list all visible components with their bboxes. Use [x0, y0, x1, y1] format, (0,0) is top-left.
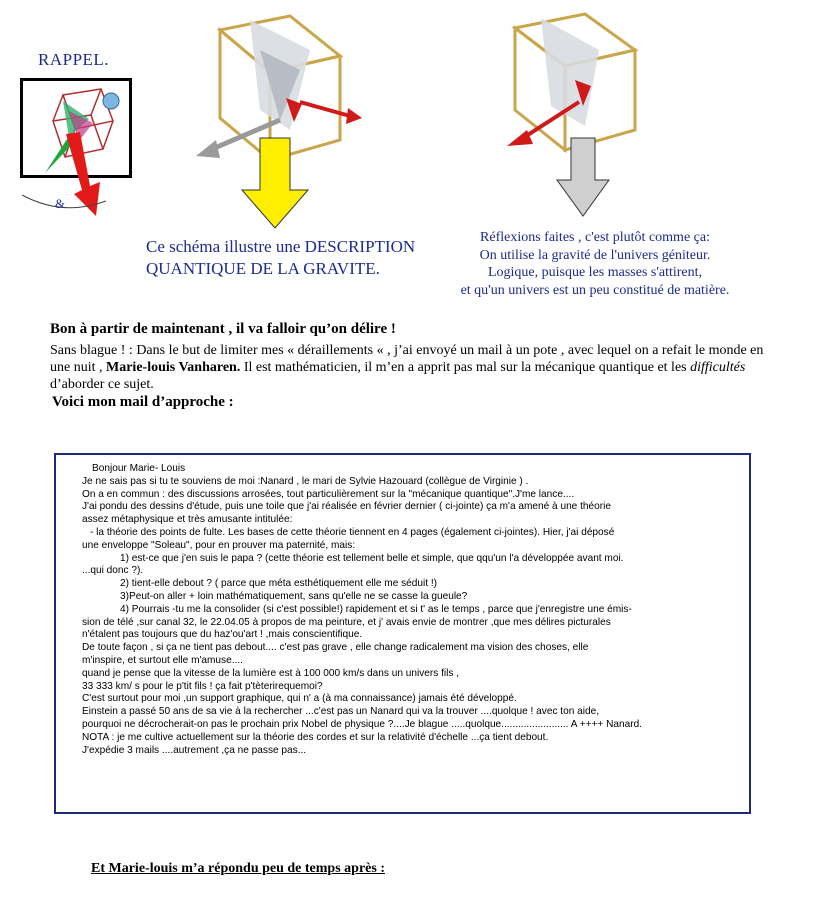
intro-part2: Il est mathématicien, il m’en a apprit pas mal sur la mécanique quantique et les	[240, 360, 691, 375]
mail-box	[54, 453, 751, 814]
caption-right	[445, 229, 745, 299]
mail-line: une enveloppe "Soleau", pour en prouver ma paternité, mais:	[82, 539, 356, 551]
caption-right-line3: Logique, puisque les masses s'attirent,	[487, 265, 703, 280]
caption-left-line1: Ce schéma illustre une DESCRIPTION	[146, 237, 416, 256]
mail-line: 4) Pourrais -tu me la consolider (si c'est possible!) rapidement et si t' as le temps , parce que j'enregistre une émis-	[120, 603, 632, 615]
mail-line: quand je pense que la vitesse de la lumière est à 100 000 km/s dans un univers fils ,	[82, 667, 460, 679]
mail-line: n'étalent pas toujours que du haz'ou'art ! ,mais conscientifique.	[82, 629, 363, 641]
mail-line: Einstein a passé 50 ans de sa vie à la rechercher ...c'est pas un Nanard qui va la trouver ....quolque ! avec ton aide,	[82, 706, 600, 718]
mail-line: assez métaphysique et très amusante intitulée:	[82, 514, 293, 526]
caption-right-line2: On utilise la gravité de l'univers géniteur.	[479, 247, 711, 263]
mail-line: Je ne sais pas si tu te souviens de moi :Nanard , le mari de Sylvie Hazouard (collègue de Virginie ) .	[82, 475, 529, 487]
intro-part1: Sans blague ! : Dans le but de limiter mes « déraillements « , j’ai envoyé un mail à un pote , avec lequel on a refait le monde en une nuit ,	[50, 343, 764, 375]
mail-line: J'expédie 3 mails ....autrement ,ça ne passe pas...	[82, 744, 307, 756]
caption-right-line4: et qu'un univers est un peu constitué de matière.	[460, 282, 730, 298]
mail-line: NOTA : je me cultive actuellement sur la théorie des cordes et sur la relativité d'échelle ...ça tient debout.	[82, 731, 549, 743]
intro-paragraph	[50, 342, 775, 393]
mail-line: sion de télé ,sur canal 32, le 22.04.05 à propos de ma peinture, et j' avais envie de montrer ,que mes délires picturales	[82, 616, 611, 628]
mail-line: pourquoi ne décrocherait-on pas le prochain prix Nobel de physique ?....Je blague .....quolque........................ A ++++ Nanard.	[82, 718, 642, 730]
caption-left	[146, 236, 415, 280]
mail-line: De toute façon , si ça ne tient pas debout.... c'est pas grave , elle change radicalement ma vision des choses, elle	[82, 642, 589, 654]
mail-line: 3)Peut-on aller + loin mathématiquement, sans qu'elle ne se casse la gueule?	[120, 590, 468, 602]
mail-line: - la théorie des points de fulte. Les bases de cette théorie tiennent en 4 pages (également ci-jointes). Hier, j'ai déposé	[90, 526, 615, 538]
mail-text	[82, 463, 750, 757]
quantum-cube-diagram-icon	[190, 10, 380, 230]
mail-line: m'inspire, et surtout elle m'amuse....	[82, 654, 243, 666]
mail-line: ...qui donc ?).	[82, 565, 144, 577]
gravity-cube-diagram-icon	[495, 10, 655, 230]
rappel-label: RAPPEL.	[38, 50, 110, 69]
mail-intro: Voici mon mail d’approche :	[52, 394, 234, 410]
intro-name: Marie-louis Vanharen.	[106, 360, 241, 375]
intro-emphasis: difficultés	[690, 360, 746, 375]
mail-line: J'ai pondu des dessins d'étude, puis une toile que j'ai réalisée en février dernier ( ci-jointe) ça m'a amené à une théorie	[82, 501, 611, 513]
mail-line: Bonjour Marie- Louis	[92, 463, 186, 474]
caption-right-line1: Réflexions faites , c'est plutôt comme ça:	[480, 230, 710, 245]
mail-line: On a en commun : des discussions arrosées, tout particulièrement sur la "mécanique quantique".J'me lance....	[82, 488, 575, 500]
mail-line: C'est surtout pour moi ,un support graphique, qui n' a (à ma connaissance) jamais été développé.	[82, 693, 517, 705]
reply-line: Et Marie-louis m’a répondu peu de temps après :	[91, 861, 385, 876]
intro-part3: d’aborder ce sujet.	[50, 377, 154, 392]
mail-line: 33 333 km/ s pour le p'tit fils ! ça fait p'tèterirequemoi?	[82, 680, 323, 692]
caption-left-line2: QUANTIQUE DE LA GRAVITE.	[146, 259, 380, 278]
mail-line: 1) est-ce que j'en suis le papa ? (cette théorie est tellement belle et simple, que qqu'un l'a développée avant moi.	[120, 552, 624, 564]
mail-line: 2) tient-elle debout ? ( parce que méta esthétiquement elle me séduit !)	[120, 578, 438, 590]
section-heading: Bon à partir de maintenant , il va falloir qu’on délire !	[50, 321, 396, 337]
ampersand-label: &	[55, 196, 66, 211]
